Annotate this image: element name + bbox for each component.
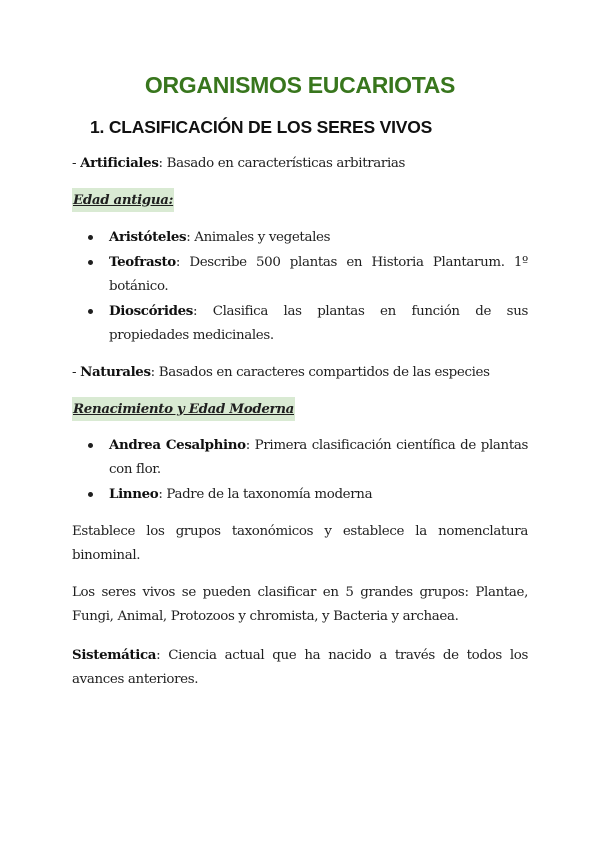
paragraph-five-kingdoms: Los seres vivos se pueden clasificar en 5 grandes grupos: Plantae, Fungi, Animal, Protozoos y chromista, y Bacteria y archaea. <box>72 585 528 624</box>
list-item <box>72 482 528 507</box>
subheading-renacimiento-line <box>72 397 528 422</box>
paragraph-taxonomic-groups: Establece los grupos taxonómicos y establece la nomenclatura binominal. <box>72 524 528 563</box>
item-name: Teofrasto <box>109 254 176 270</box>
item-name: Dioscórides <box>109 303 193 319</box>
bullet-icon <box>88 309 93 314</box>
paragraph-artificiales <box>72 151 528 176</box>
term-artificiales: Artificiales <box>80 155 159 171</box>
term-sistematica: Sistemática <box>72 647 157 663</box>
bullet-icon <box>88 492 93 497</box>
subheading-edad-antigua-line <box>72 188 528 213</box>
list-edad-antigua <box>72 225 528 348</box>
dash-prefix: - <box>72 156 81 171</box>
page-title: ORGANISMOS EUCARIOTAS <box>144 72 456 98</box>
item-name: Linneo <box>109 486 159 502</box>
item-description: : Primera clasificación científica de plantas con flor. <box>109 438 528 477</box>
item-name: Aristóteles <box>109 229 187 245</box>
list-item <box>72 299 528 348</box>
item-description: : Padre de la taxonomía moderna <box>158 487 373 502</box>
naturales-description: : Basados en caracteres compartidos de las especies <box>150 365 490 380</box>
paragraph-naturales <box>72 360 528 385</box>
subheading-renacimiento: Renacimiento y Edad Moderna <box>72 397 295 421</box>
bullet-icon <box>88 260 93 265</box>
list-renacimiento <box>72 433 528 507</box>
artificiales-description: : Basado en características arbitrarias <box>158 156 406 171</box>
list-item <box>72 225 528 250</box>
subheading-edad-antigua: Edad antigua: <box>72 188 174 212</box>
bullet-icon <box>88 443 93 448</box>
bullet-icon <box>88 235 93 240</box>
sistematica-description: : Ciencia actual que ha nacido a través de todos los avances anteriores. <box>72 648 528 687</box>
item-description: : Clasifica las plantas en función de sus propiedades medicinales. <box>109 304 528 343</box>
term-naturales: Naturales <box>80 364 151 380</box>
section-heading-classification: 1. CLASIFICACIÓN DE LOS SERES VIVOS <box>90 117 433 137</box>
item-description: : Describe 500 plantas en Historia Plantarum. 1º botánico. <box>109 255 528 294</box>
list-item <box>72 433 528 482</box>
dash-prefix: - <box>72 365 81 380</box>
paragraph-sistematica <box>72 643 528 692</box>
list-item <box>72 250 528 299</box>
item-name: Andrea Cesalphino <box>109 437 246 453</box>
item-description: : Animales y vegetales <box>186 230 331 245</box>
